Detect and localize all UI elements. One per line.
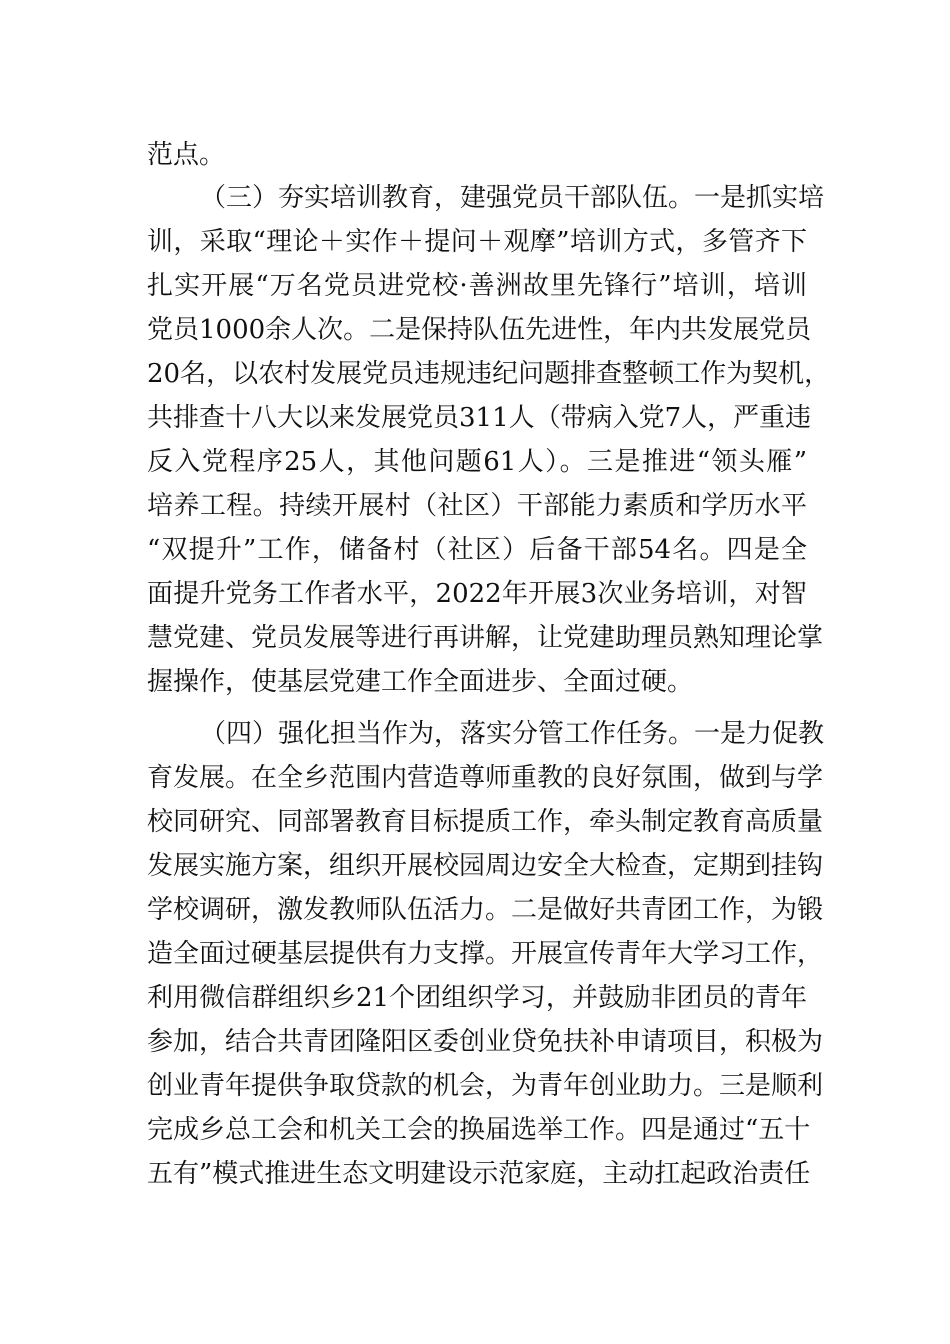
paragraph-line: 训，采取“理论＋实作＋提问＋观摩”培训方式，多管齐下 — [147, 227, 807, 257]
paragraph-line: 造全面过硬基层提供有力支撑。开展宣传青年大学习工作， — [147, 939, 824, 969]
paragraph-line: 培养工程。持续开展村（社区）干部能力素质和学历水平 — [147, 491, 807, 521]
paragraph-line: 利用微信群组织乡21个团组织学习，并鼓励非团员的青年 — [147, 983, 807, 1013]
paragraph-line: 握操作，使基层党建工作全面进步、全面过硬。 — [147, 667, 694, 697]
paragraph-line: 扎实开展“万名党员进党校·善洲故里先锋行”培训，培训 — [147, 271, 807, 301]
paragraph-line: 学校调研，激发教师队伍活力。二是做好共青团工作，为锻 — [147, 895, 824, 925]
paragraph-line: 参加，结合共青团隆阳区委创业贷免扶补申请项目，积极为 — [147, 1027, 824, 1057]
paragraph-line: 范点。 — [147, 140, 226, 170]
paragraph-line: 慧党建、党员发展等进行再讲解，让党建助理员熟知理论掌 — [147, 623, 824, 653]
paragraph-line: 发展实施方案，组织开展校园周边安全大检查，定期到挂钩 — [147, 851, 824, 881]
paragraph-line: 校同研究、同部署教育目标提质工作，牵头制定教育高质量 — [147, 807, 824, 837]
section-heading-line: （三）夯实培训教育，建强党员干部队伍。一是抓实培 — [200, 183, 825, 213]
paragraph-line: 20名，以农村发展党员违规违纪问题排查整顿工作为契机， — [147, 359, 831, 389]
section-heading-line: （四）强化担当作为，落实分管工作任务。一是力促教 — [200, 719, 825, 749]
paragraph-line: 党员1000余人次。二是保持队伍先进性，年内共发展党员 — [147, 315, 812, 345]
paragraph-line: 创业青年提供争取贷款的机会，为青年创业助力。三是顺利 — [147, 1071, 824, 1101]
paragraph-line: 完成乡总工会和机关工会的换届选举工作。四是通过“五十 — [147, 1115, 811, 1145]
paragraph-line: 反入党程序25人，其他问题61人）。三是推进“领头雁” — [147, 447, 807, 477]
paragraph-line: 育发展。在全乡范围内营造尊师重教的良好氛围，做到与学 — [147, 763, 824, 793]
paragraph-line: “双提升”工作，储备村（社区）后备干部54名。四是全 — [147, 535, 807, 565]
paragraph-line: 五有”模式推进生态文明建设示范家庭，主动扛起政治责任 — [147, 1159, 811, 1189]
paragraph-line: 面提升党务工作者水平，2022年开展3次业务培训，对智 — [147, 579, 807, 609]
paragraph-line: 共排查十八大以来发展党员311人（带病入党7人，严重违 — [147, 403, 812, 433]
